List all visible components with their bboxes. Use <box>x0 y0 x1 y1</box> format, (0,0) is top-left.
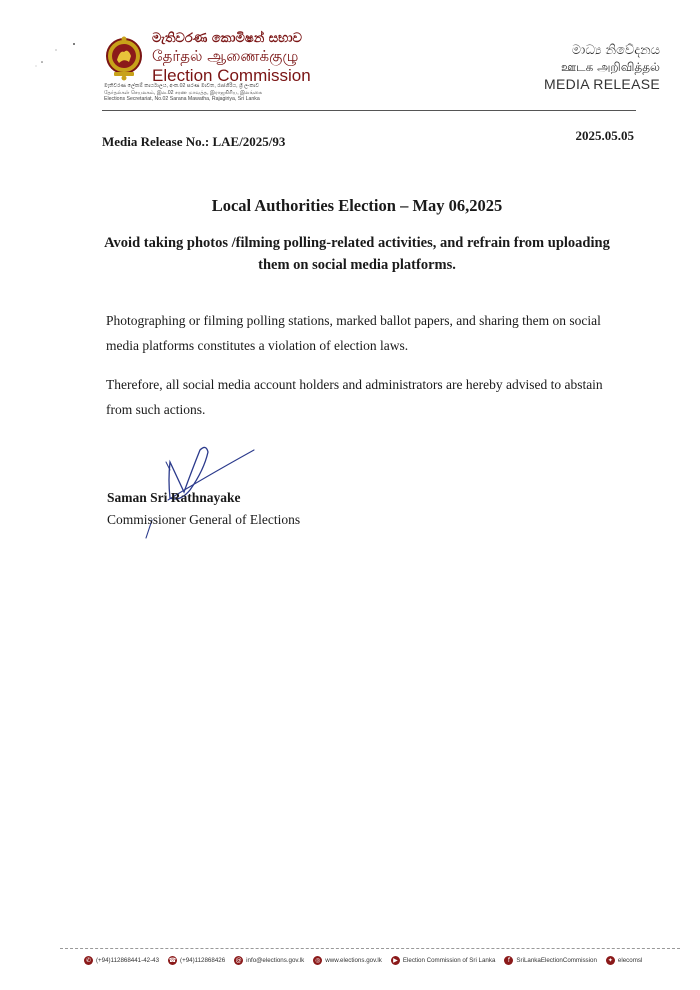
footer-phone[interactable] <box>84 956 159 965</box>
footer-facebook-text: SriLankaElectionCommission <box>516 957 597 964</box>
footer-twitter[interactable] <box>606 956 642 965</box>
email-icon: @ <box>235 957 242 964</box>
signatory-name: Saman Sri Rathnayake <box>107 490 241 505</box>
footer-phone-text: (+94)112868441-42-43 <box>96 957 160 964</box>
address-line-tamil: தேர்தல்கள் செயலகம், இல.02 சரண மாவத்த, இராஜகிரிய, இலங்கை <box>104 89 263 96</box>
release-heading-english: MEDIA RELEASE <box>544 76 660 92</box>
fax-icon: ☎ <box>168 957 177 964</box>
facebook-icon: f <box>504 956 513 965</box>
org-name-english: Election Commission <box>152 66 311 85</box>
release-date: 2025.05.05 <box>575 128 634 143</box>
contact-footer <box>84 956 684 965</box>
document-subtitle: Avoid taking photos /filming polling-related activities, and refrain from uploading them on social media platforms. <box>104 235 610 273</box>
phone-icon: ✆ <box>85 957 92 964</box>
body-paragraph-1: Photographing or filming polling stations, marked ballot papers, and sharing them on social media platforms constitutes a violation of election laws. <box>106 313 601 353</box>
footer-website[interactable] <box>313 956 382 965</box>
footer-email[interactable] <box>234 956 304 965</box>
youtube-icon: ▶ <box>391 956 400 965</box>
web-icon: ◎ <box>315 957 321 964</box>
header-divider <box>102 110 636 111</box>
twitter-icon: ✦ <box>607 957 613 964</box>
footer-divider <box>60 948 680 949</box>
footer-youtube[interactable] <box>391 956 496 965</box>
document-title: Local Authorities Election – May 06,2025 <box>211 196 503 215</box>
scan-specks <box>30 40 90 70</box>
footer-website-text: www.elections.gov.lk <box>325 957 382 964</box>
footer-youtube-text: Election Commission of Sri Lanka <box>402 957 496 964</box>
footer-fax[interactable] <box>168 956 225 965</box>
body-paragraph-2: Therefore, all social media account holders and administrators are hereby advised to abstain from such actions. <box>106 377 603 417</box>
org-name-sinhala: මැතිවරණ කොමිෂන් සභාව <box>152 31 302 46</box>
footer-fax-text: (+94)112868426 <box>180 957 226 964</box>
signatory-title: Commissioner General of Elections <box>107 512 301 527</box>
sri-lanka-emblem-icon <box>104 34 144 82</box>
org-name-tamil: தேர்தல் ஆணைக்குழு <box>152 47 299 65</box>
release-heading <box>500 42 660 93</box>
release-heading-sinhala: මාධ්‍ය නිවේදනය <box>571 43 660 58</box>
release-heading-tamil: ஊடக அறிவித்தல் <box>560 60 660 74</box>
org-address <box>104 83 314 103</box>
organization-name <box>152 30 312 85</box>
address-line-sinhala: මැතිවරණ ලේකම් කාර්යාලය, අංක.02 සරණ මාවත, රාජගිරිය, ශ්‍රී ලංකාව <box>104 83 260 89</box>
address-line-english: Elections Secretariat, No.02 Sarana Mawatha, Rajagiriya, Sri Lanka <box>104 96 260 102</box>
footer-twitter-text: elecomsl <box>617 957 643 964</box>
release-number: Media Release No.: LAE/2025/93 <box>102 134 286 149</box>
footer-email-text: info@elections.gov.lk <box>246 957 305 964</box>
footer-facebook[interactable] <box>504 956 596 965</box>
